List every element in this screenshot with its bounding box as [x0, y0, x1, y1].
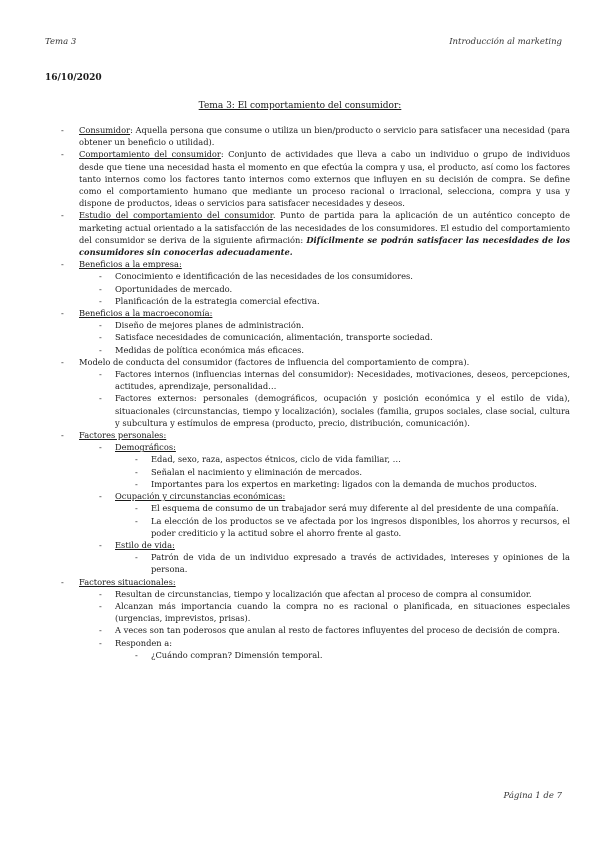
sub-item: - A veces son tan poderosos que anulan al resto de factores influyentes del proceso de decisión de compra.: [99, 625, 560, 636]
sub-item: - Resultan de circunstancias, tiempo y localización que afectan al proceso de compra al consumidor.: [99, 588, 532, 599]
sub-item: - Factores internos (influencias internas del consumidor): Necesidades, motivaciones, deseos, percepciones, actitudes, aprendizaje, personalidad…: [99, 369, 570, 392]
sub-heading-estilo: - Estilo de vida:: [99, 539, 175, 550]
list-item-beneficios-macro: - Beneficios a la macroeconomía:: [61, 308, 213, 319]
header-right: Introducción al marketing: [449, 37, 562, 47]
document-body: [45, 124, 570, 661]
sub-sub-item: - Patrón de vida de un individuo expresado a través de actividades, intereses y opiniones de la persona.: [135, 552, 570, 575]
page-number: Página 1 de 7: [503, 791, 562, 801]
list-item-factores-personales: - Factores personales:: [61, 430, 167, 441]
list-item-consumidor: - Consumidor: Aquella persona que consume o utiliza un bien/producto o servicio para satisfacer una necesidad (para obtener un beneficio o utilidad).: [61, 125, 570, 148]
header-left: Tema 3: [45, 37, 77, 47]
sub-sub-item: - Importantes para los expertos en marketing: ligados con la demanda de muchos productos.: [135, 478, 537, 489]
sub-sub-item: - La elección de los productos se ve afectada por los ingresos disponibles, los ahorros y recursos, el poder crediticio y la actitud sobre el ahorro frente al gasto.: [135, 515, 570, 538]
document-date: 16/10/2020: [45, 73, 102, 83]
sub-sub-item: - El esquema de consumo de un trabajador será muy diferente al del presidente de una compañía.: [135, 503, 559, 514]
list-item-factores-situacionales: - Factores situacionales:: [61, 576, 176, 587]
sub-heading-demograficos: - Demográficos:: [99, 442, 176, 453]
sub-item: - Planificación de la estrategia comercial efectiva.: [99, 295, 320, 306]
list-item-estudio: - Estudio del comportamiento del consumidor. Punto de partida para la aplicación de un auténtico concepto de marketing actual orientado a la satisfacción de las necesidades de los consumidores. El estudio del comportamiento del consumidor se deriva de la siguiente afirmación: Difícilmente se podrán satisfacer las necesidades de los consumidores sin conocerlas adecuadamente.: [61, 210, 570, 258]
sub-item: - Medidas de política económica más eficaces.: [99, 344, 305, 355]
sub-sub-item: - Edad, sexo, raza, aspectos étnicos, ciclo de vida familiar, …: [135, 454, 401, 465]
list-item-comportamiento: - Comportamiento del consumidor: Conjunto de actividades que lleva a cabo un individuo o grupo de individuos desde que tiene una necesidad hasta el momento en que efectúa la compra y usa, el producto, así como los factores tanto internos como los factores tanto internos como externos que influyen en su decisión de compra. Se define como el comportamiento humano que mediante un proceso racional o irracional, selecciona, compra y usa y dispone de productos, ideas o servicios para satisfacer necesidades y deseos.: [61, 149, 570, 209]
sub-item: - Oportunidades de mercado.: [99, 283, 233, 294]
sub-item: - Conocimiento e identificación de las necesidades de los consumidores.: [99, 271, 413, 282]
sub-item: - Satisface necesidades de comunicación, alimentación, transporte sociedad.: [99, 332, 433, 343]
page-title: Tema 3: El comportamiento del consumidor:: [198, 101, 402, 111]
list-item-modelo: - Modelo de conducta del consumidor (factores de influencia del comportamiento de compra).: [61, 356, 470, 367]
sub-item: - Factores externos: personales (demográficos, ocupación y posición económica y el estilo de vida), situacionales (circunstancias, tiempo y localización), sociales (familia, grupos sociales, clase social, cultura y subcultura y estímulos de empresa (producto, precio, distribución, comunicación).: [99, 393, 570, 428]
sub-item: - Diseño de mejores planes de administración.: [99, 320, 304, 331]
sub-item: - Responden a:: [99, 637, 173, 648]
sub-heading-ocupacion: - Ocupación y circunstancias económicas:: [99, 491, 286, 502]
sub-item: - Alcanzan más importancia cuando la compra no es racional o planificada, en situaciones especiales (urgencias, imprevistos, prisas).: [99, 600, 570, 624]
sub-sub-item: - ¿Cuándo compran? Dimensión temporal.: [135, 649, 323, 660]
list-item-beneficios-empresa: - Beneficios a la empresa:: [61, 259, 182, 270]
sub-sub-item: - Señalan el nacimiento y eliminación de mercados.: [135, 466, 363, 477]
